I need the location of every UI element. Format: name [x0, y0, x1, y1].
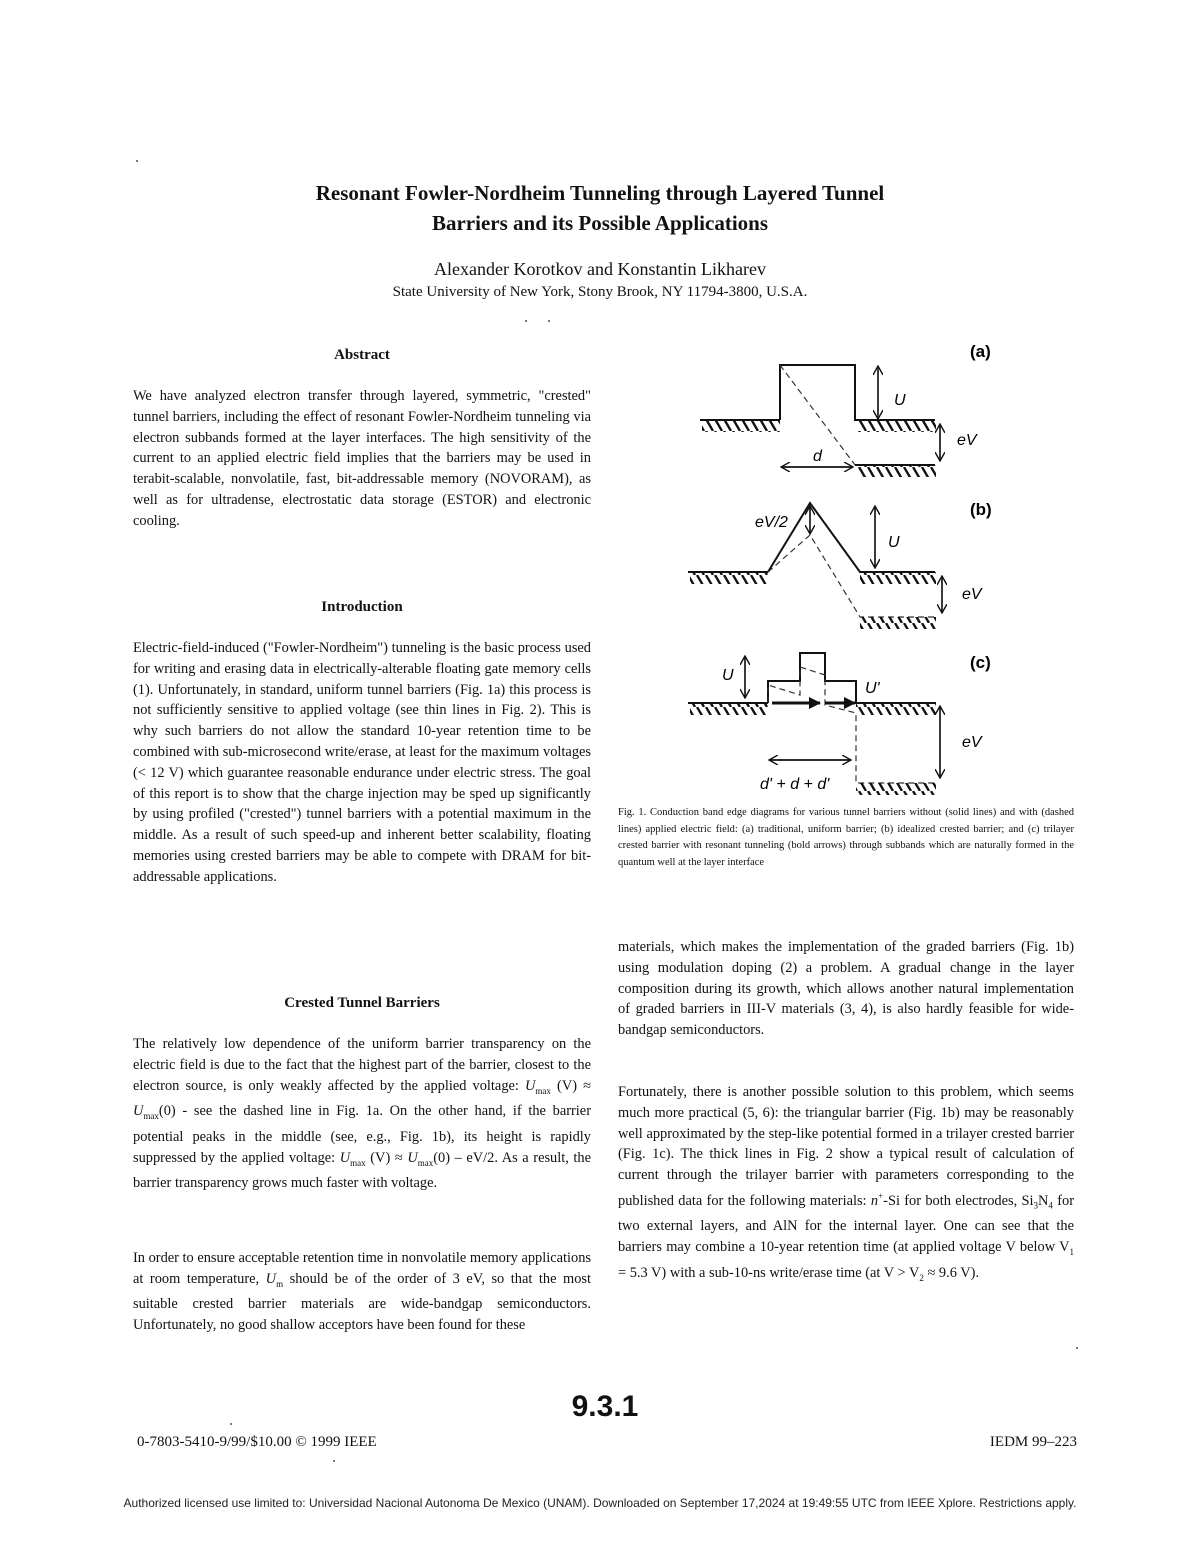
- hatch-b-right-lower: [860, 617, 936, 629]
- right-paragraph-1: materials, which makes the implementation of the graded barriers (Fig. 1b) using modulation doping (2) a problem. A gradual change in the layer composition during its growth, which allows another natural implementation of graded barriers in III-V materials (3, 4), is also hardly feasible for wide-bandgap semiconductors.: [618, 939, 1074, 1039]
- label-eV-b: eV: [962, 586, 982, 603]
- scan-speck: [333, 1460, 335, 1462]
- hatch-a-right-lower: [858, 465, 936, 477]
- scan-speck: [136, 160, 138, 162]
- label-eV2: eV/2: [755, 514, 788, 531]
- label-U-c: U: [722, 667, 734, 684]
- figure-1-caption: Fig. 1. Conduction band edge diagrams for various tunnel barriers without (solid lines) and with (dashed lines) applied electric field: (a) traditional, uniform barrier; (b) idealized crested barrier; and (c) trilayer crested barrier with resonant tunneling (bold arrows) through subbands which are naturally formed in the quantum well at the layer interface: [618, 807, 1074, 868]
- hatch-a-right-upper: [858, 420, 936, 432]
- copyright-line: 0-7803-5410-9/99/$10.00 © 1999 IEEE: [137, 1434, 377, 1450]
- page-number: 9.3.1: [571, 1390, 639, 1423]
- hatch-c-left: [690, 703, 768, 715]
- label-eV-c: eV: [962, 734, 982, 751]
- license-notice: Authorized licensed use limited to: Universidad Nacional Autonoma De Mexico (UNAM). Downloaded on September 17,2024 at 19:49:55 UTC from IEEE Xplore. Restrictions apply.: [123, 1496, 1077, 1510]
- author-list: Alexander Korotkov and Konstantin Likharev: [434, 259, 766, 279]
- hatch-b-right-upper: [860, 572, 936, 584]
- panel-b-label: (b): [970, 500, 992, 519]
- barrier-b: [768, 503, 935, 572]
- panel-a: [700, 342, 991, 477]
- title-line-2: Barriers and its Possible Applications: [431, 211, 769, 235]
- paper-title: [150, 178, 1050, 238]
- hatch-b-left: [690, 572, 768, 584]
- affiliation: State University of New York, Stony Brook, NY 11794-3800, U.S.A.: [392, 284, 808, 300]
- panel-b: [688, 500, 992, 629]
- dashed-c: [768, 667, 936, 783]
- label-U-b: U: [888, 534, 900, 551]
- label-eV-a: eV: [957, 432, 977, 449]
- panel-c: [688, 653, 991, 795]
- introduction-text: Electric-field-induced ("Fowler-Nordheim") tunneling is the basic process used for writing and erasing data in electrically-alterable floating gate memory cells (1). Unfortunately, in standard, uniform tunnel barriers (Fig. 1a) this process is not sufficiently sensitive to applied voltage (see thin lines in Fig. 2). This is why such barriers do not allow the standard 10-year retention time to be combined with sub-microsecond write/erase, at least for the maximum voltages (< 12 V) which guarantee reasonable endurance under electric stress. The goal of this report is to show that the charge injection may be sped up significantly by using profiled ("crested") tunnel barriers with a potential maximum in the middle. As a result of such speed-up and inherent better scalability, floating memories using crested barriers may be able to compete with DRAM for bit-addressable applications.: [133, 640, 591, 885]
- panel-c-label: (c): [970, 653, 991, 672]
- crested-heading: Crested Tunnel Barriers: [284, 995, 440, 1011]
- right-paragraph-2: Fortunately, there is another possible solution to this problem, which seems much more practical (5, 6): the triangular barrier (Fig. 1b) may be reasonably well approximated by the step-like potential formed in a trilayer crested barrier (Fig. 1c). The thick lines in Fig. 2 show a typical result of calculation of current through the trilayer barrier with parameters corresponding to the published data for the following materials: n+-Si for both electrodes, $Si_3N_4$ for two external layers, and AlN for the internal layer. One can see that the barriers may combine a 10-year retention time (at applied voltage V below $V_1 = 5.3$ V) with a sub-10-ns write/erase time (at $V > V_2 \approx 9.6$ V).: [618, 1084, 1074, 1283]
- abstract-text: We have analyzed electron transfer through layered, symmetric, "crested" tunnel barriers, including the effect of resonant Fowler-Nordheim tunneling via electron subbands formed at the layer interfaces. The high sensitivity of the current to an applied electric field implies that the barriers may be used in terabit-scalable, nonvolatile, fast, bit-addressable memory (NOVORAM), as well as for ultradense, electrostatic data storage (ESTOR) and electronic cooling.: [133, 388, 591, 529]
- label-d: d: [813, 448, 822, 465]
- hatch-c-right-lower: [856, 783, 936, 795]
- barrier-a: [780, 365, 935, 420]
- hatch-c-right-upper: [856, 703, 936, 715]
- scan-speck: [230, 1423, 232, 1425]
- crested-paragraph-2: In order to ensure acceptable retention time in nonvolatile memory applications at room temperature, $U_m$ should be of the order of 3 eV, so that the most suitable crested barrier materials are wide-bandgap semiconductors. Unfortunately, no good shallow acceptors have been found for these: [133, 1250, 591, 1334]
- crested-paragraph-1: The relatively low dependence of the uniform barrier transparency on the electric field is due to the fact that the highest part of the barrier, closest to the electron source, is only weakly affected by the applied voltage: $U_{max}$ $(V) \approx U_{max}(0)$ - see the dashed line in Fig. 1a. On the other hand, if the barrier potential peaks in the middle (see, e.g., Fig. 1b), its height is rapidly suppressed by the applied voltage: $U_{max}$ $(V) \approx U_{max}(0) - eV/2$. As a result, the barrier transparency grows much faster with voltage.: [133, 1036, 592, 1192]
- introduction-heading: Introduction: [321, 599, 403, 615]
- conference-page: IEDM 99–223: [989, 1434, 1077, 1450]
- label-U-a: U: [894, 392, 906, 409]
- figure-1-band-diagrams: [660, 335, 1100, 805]
- abstract-heading: Abstract: [334, 347, 390, 363]
- hatch-a-left: [702, 420, 780, 432]
- figure-1-svg: [660, 335, 1100, 805]
- scan-speck: [548, 320, 550, 322]
- label-U-prime: U': [865, 680, 880, 697]
- scan-speck: [525, 320, 527, 322]
- title-line-1: Resonant Fowler-Nordheim Tunneling through Layered Tunnel: [315, 181, 885, 205]
- barrier-c: [768, 653, 936, 703]
- label-d-sum: d' + d + d': [760, 776, 830, 793]
- panel-a-label: (a): [970, 342, 991, 361]
- scan-speck: [1076, 1347, 1078, 1349]
